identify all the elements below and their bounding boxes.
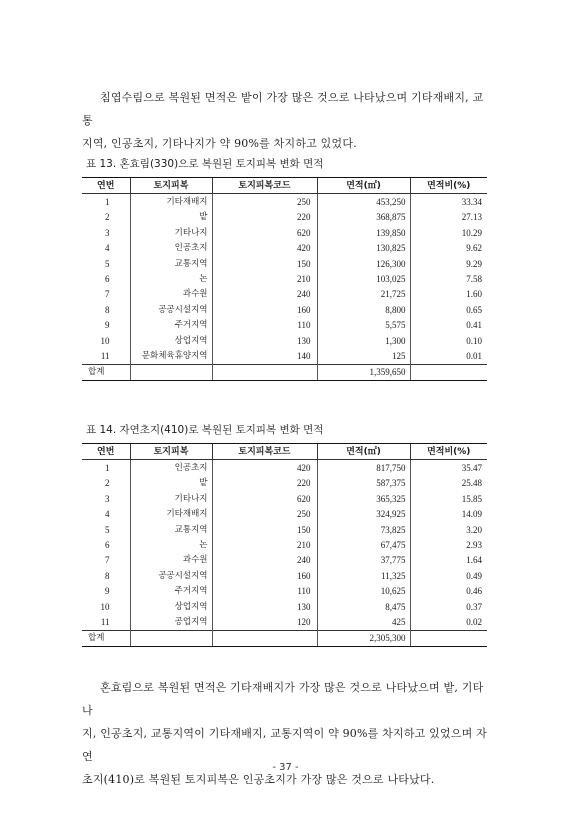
row-cover: 밭: [130, 210, 212, 225]
row-no: 1: [105, 463, 110, 474]
table14-col-ratio: 면적비(%): [410, 444, 487, 460]
row-code: 140: [212, 348, 317, 364]
row-code: 620: [212, 491, 317, 506]
total-label: 합계: [82, 630, 130, 646]
table-row: [82, 537, 487, 552]
row-code: 130: [212, 599, 317, 614]
row-code: 150: [212, 256, 317, 271]
table-row: [82, 553, 487, 568]
closing-line-3: 초지(410)로 복원된 토지피복은 인공초지가 가장 많은 것으로 나타났다.: [82, 773, 435, 786]
row-area: 67,475: [317, 537, 410, 552]
table-row: [82, 614, 487, 630]
row-cover: 기타나지: [130, 491, 212, 506]
row-area: 453,250: [317, 194, 410, 210]
row-area: 10,625: [317, 584, 410, 599]
intro-paragraph: [82, 86, 492, 155]
row-cover: 논: [130, 537, 212, 552]
table-row: [82, 491, 487, 506]
row-code: 420: [212, 241, 317, 256]
table13-header-row: [82, 178, 487, 194]
row-cover: 주거지역: [130, 318, 212, 333]
row-no: 8: [105, 570, 110, 581]
row-no: 8: [105, 304, 110, 315]
row-area: 11,325: [317, 568, 410, 583]
row-cover: 문화체육휴양지역: [130, 348, 212, 364]
row-cover: 상업지역: [130, 333, 212, 348]
row-area: 73,825: [317, 522, 410, 537]
closing-line-2: 지, 인공초지, 교통지역이 기타재배지, 교통지역이 약 90%를 차지하고 있었으며 자연: [82, 727, 488, 763]
row-cover: 과수원: [130, 287, 212, 302]
row-cover: 과수원: [130, 553, 212, 568]
closing-line-1: 혼효림으로 복원된 면적은 기타재배지가 가장 많은 것으로 나타났으며 밭, 기타나: [82, 681, 484, 717]
total-empty: [212, 630, 317, 646]
total-area: 2,305,300: [317, 630, 410, 646]
row-ratio: 0.01: [410, 348, 487, 364]
row-ratio: 35.47: [410, 460, 487, 476]
total-empty: [212, 364, 317, 380]
table-row: [82, 522, 487, 537]
table13-col-ratio: 면적비(%): [410, 178, 487, 194]
row-area: 8,800: [317, 302, 410, 317]
table-row: [82, 348, 487, 364]
table-row: [82, 241, 487, 256]
row-area: 5,575: [317, 318, 410, 333]
row-area: 8,475: [317, 599, 410, 614]
row-no: 5: [105, 258, 110, 269]
row-area: 103,025: [317, 271, 410, 286]
row-no: 11: [100, 616, 110, 627]
row-no: 9: [105, 320, 110, 331]
row-ratio: 0.46: [410, 584, 487, 599]
total-empty: [130, 630, 212, 646]
row-ratio: 3.20: [410, 522, 487, 537]
closing-paragraph: [82, 676, 492, 791]
row-cover: 주거지역: [130, 584, 212, 599]
table13-total-row: [82, 364, 487, 380]
table-row: [82, 194, 487, 210]
row-area: 425: [317, 614, 410, 630]
table14-col-area: 면적(㎡): [317, 444, 410, 460]
row-no: 7: [105, 555, 110, 566]
page-number: - 37 -: [272, 762, 299, 773]
row-code: 220: [212, 210, 317, 225]
intro-line-1: 침엽수림으로 복원된 면적은 밭이 가장 많은 것으로 나타났으며 기타재배지, 교통: [82, 91, 484, 127]
table-row: [82, 568, 487, 583]
row-cover: 기타나지: [130, 225, 212, 240]
row-no: 3: [105, 227, 110, 238]
row-cover: 공공시설지역: [130, 568, 212, 583]
row-ratio: 2.93: [410, 537, 487, 552]
row-area: 21,725: [317, 287, 410, 302]
row-cover: 교통지역: [130, 256, 212, 271]
row-no: 3: [105, 493, 110, 504]
row-cover: 상업지역: [130, 599, 212, 614]
row-code: 420: [212, 460, 317, 476]
table-row: [82, 318, 487, 333]
total-empty: [410, 630, 487, 646]
row-cover: 기타재배지: [130, 507, 212, 522]
table13-col-area: 면적(㎡): [317, 178, 410, 194]
table13-col-cover: 토지피복: [130, 178, 212, 194]
table13: [82, 177, 487, 381]
table14-col-cover: 토지피복: [130, 444, 212, 460]
row-no: 10: [100, 601, 110, 612]
table-row: [82, 271, 487, 286]
table14-header-row: [82, 444, 487, 460]
table13-col-code: 토지피복코드: [212, 178, 317, 194]
row-no: 6: [105, 540, 110, 551]
table-row: [82, 333, 487, 348]
table14: [82, 443, 487, 647]
row-area: 324,925: [317, 507, 410, 522]
row-no: 4: [105, 509, 110, 520]
row-cover: 공업지역: [130, 614, 212, 630]
row-cover: 기타재배지: [130, 194, 212, 210]
row-ratio: 0.49: [410, 568, 487, 583]
table14-total-row: [82, 630, 487, 646]
table-row: [82, 287, 487, 302]
table-row: [82, 584, 487, 599]
total-area: 1,359,650: [317, 364, 410, 380]
row-no: 5: [105, 524, 110, 535]
table-row: [82, 210, 487, 225]
row-code: 210: [212, 537, 317, 552]
row-no: 2: [105, 478, 110, 489]
row-no: 2: [105, 212, 110, 223]
row-code: 110: [212, 318, 317, 333]
row-ratio: 0.65: [410, 302, 487, 317]
row-ratio: 0.37: [410, 599, 487, 614]
row-no: 4: [105, 243, 110, 254]
row-code: 250: [212, 194, 317, 210]
row-ratio: 14.09: [410, 507, 487, 522]
row-cover: 공공시설지역: [130, 302, 212, 317]
row-ratio: 25.48: [410, 476, 487, 491]
row-code: 240: [212, 287, 317, 302]
table13-col-no: 연번: [82, 178, 130, 194]
row-ratio: 0.02: [410, 614, 487, 630]
row-no: 1: [105, 197, 110, 208]
row-area: 587,375: [317, 476, 410, 491]
table-row: [82, 476, 487, 491]
row-ratio: 10.29: [410, 225, 487, 240]
row-code: 620: [212, 225, 317, 240]
row-code: 160: [212, 302, 317, 317]
total-empty: [130, 364, 212, 380]
table-row: [82, 302, 487, 317]
table13-caption: 표 13. 혼효림(330)으로 복원된 토지피복 변화 면적: [86, 158, 324, 170]
row-ratio: 1.60: [410, 287, 487, 302]
row-cover: 논: [130, 271, 212, 286]
row-area: 139,850: [317, 225, 410, 240]
row-area: 125: [317, 348, 410, 364]
row-ratio: 9.62: [410, 241, 487, 256]
table-row: [82, 256, 487, 271]
row-ratio: 0.10: [410, 333, 487, 348]
table14-caption: 표 14. 자연초지(410)로 복원된 토지피복 변화 면적: [86, 424, 324, 436]
table-row: [82, 507, 487, 522]
table-row: [82, 460, 487, 476]
row-area: 37,775: [317, 553, 410, 568]
row-ratio: 33.34: [410, 194, 487, 210]
row-ratio: 9.29: [410, 256, 487, 271]
row-code: 210: [212, 271, 317, 286]
row-no: 11: [100, 350, 110, 361]
row-code: 240: [212, 553, 317, 568]
row-area: 365,325: [317, 491, 410, 506]
table14-col-no: 연번: [82, 444, 130, 460]
row-no: 6: [105, 274, 110, 285]
row-code: 110: [212, 584, 317, 599]
row-area: 130,825: [317, 241, 410, 256]
row-ratio: 0.41: [410, 318, 487, 333]
row-area: 817,750: [317, 460, 410, 476]
row-ratio: 1.64: [410, 553, 487, 568]
row-cover: 교통지역: [130, 522, 212, 537]
row-code: 130: [212, 333, 317, 348]
row-code: 250: [212, 507, 317, 522]
row-no: 10: [100, 335, 110, 346]
row-code: 150: [212, 522, 317, 537]
total-label: 합계: [82, 364, 130, 380]
row-ratio: 27.13: [410, 210, 487, 225]
row-area: 126,300: [317, 256, 410, 271]
total-empty: [410, 364, 487, 380]
table-row: [82, 225, 487, 240]
row-no: 9: [105, 586, 110, 597]
row-code: 220: [212, 476, 317, 491]
row-cover: 밭: [130, 476, 212, 491]
row-ratio: 15.85: [410, 491, 487, 506]
row-code: 120: [212, 614, 317, 630]
row-area: 1,300: [317, 333, 410, 348]
row-no: 7: [105, 289, 110, 300]
row-code: 160: [212, 568, 317, 583]
table-row: [82, 599, 487, 614]
row-cover: 인공초지: [130, 241, 212, 256]
intro-line-2: 지역, 인공초지, 기타나지가 약 90%를 차지하고 있었다.: [82, 137, 357, 150]
row-area: 368,875: [317, 210, 410, 225]
row-cover: 인공초지: [130, 460, 212, 476]
table14-col-code: 토지피복코드: [212, 444, 317, 460]
row-ratio: 7.58: [410, 271, 487, 286]
